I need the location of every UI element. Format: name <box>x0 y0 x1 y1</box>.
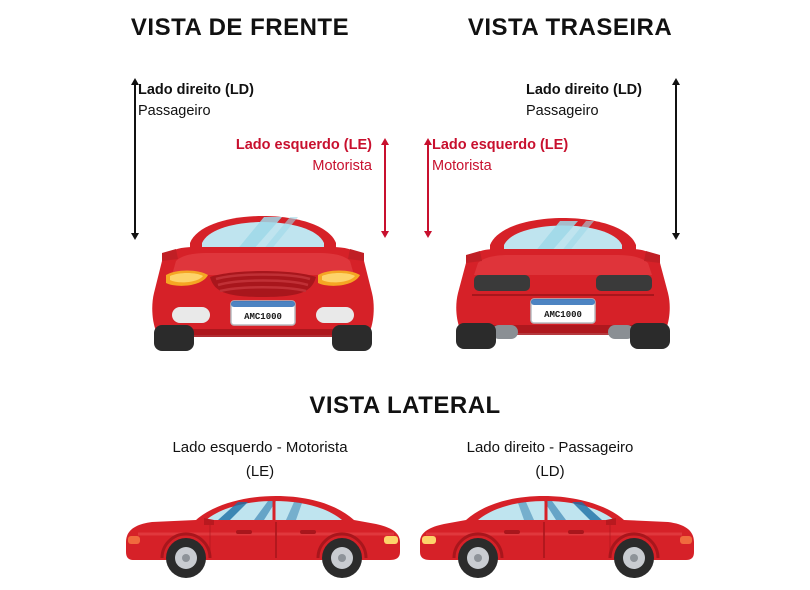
rear-right-side-title: Lado direito (LD) <box>526 82 642 98</box>
car-rear-illustration <box>432 165 694 360</box>
rear-right-side-label <box>526 80 642 122</box>
front-right-side-label <box>138 80 254 122</box>
arrow-shaft <box>427 144 429 232</box>
car-front-illustration <box>132 165 394 360</box>
rear-right-side-subtitle: Passageiro <box>526 103 599 120</box>
front-right-side-title: Lado direito (LD) <box>138 82 254 98</box>
front-right-side-subtitle: Passageiro <box>138 103 211 120</box>
arrow-head-down-icon <box>424 231 432 238</box>
rear-license-plate-text: AMC1000 <box>544 310 582 320</box>
side-left-label <box>110 436 410 484</box>
side-right-label-line2: (LD) <box>535 463 565 480</box>
front-view-title: VISTA DE FRENTE <box>130 14 350 41</box>
side-left-label-line2: (LE) <box>245 463 275 480</box>
rear-view-title: VISTA TRASEIRA <box>467 14 673 41</box>
rear-left-side-subtitle: Motorista <box>432 158 492 175</box>
side-right-label <box>400 436 700 484</box>
car-side-left-illustration <box>118 480 408 580</box>
car-side-right-illustration <box>412 480 702 580</box>
front-license-plate-text: AMC1000 <box>244 312 282 322</box>
front-left-side-subtitle: Motorista <box>312 158 372 175</box>
side-left-label-line1: Lado esquerdo - Motorista <box>172 439 348 456</box>
front-left-side-title: Lado esquerdo (LE) <box>235 137 372 153</box>
side-view-title: VISTA LATERAL <box>309 392 501 419</box>
rear-left-side-title: Lado esquerdo (LE) <box>432 137 569 153</box>
side-right-label-line1: Lado direito - Passageiro <box>466 439 634 456</box>
